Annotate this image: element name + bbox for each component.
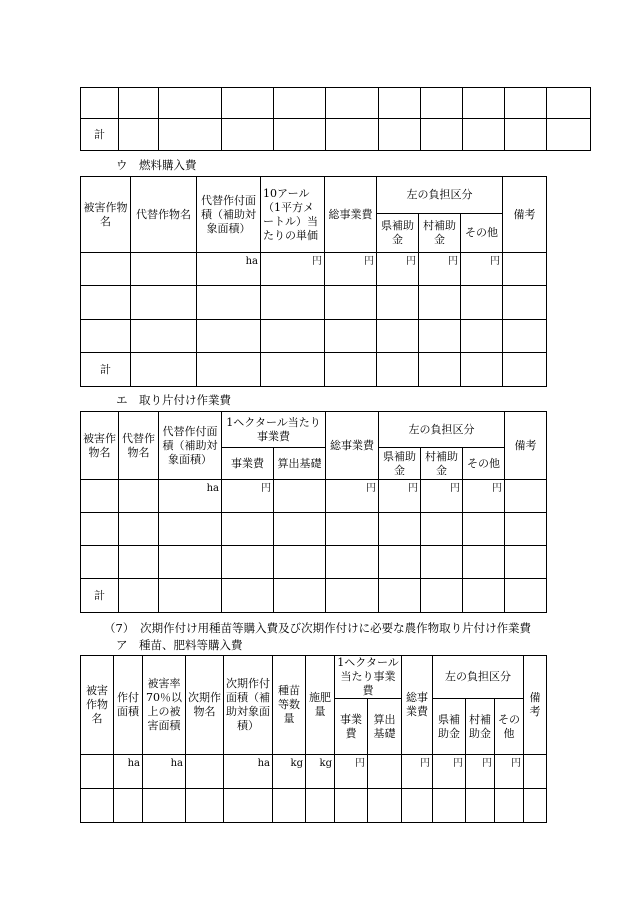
unit-ha: ha [143, 755, 186, 789]
fuel-cost-table [80, 176, 547, 387]
header-per-ha: 1ヘクタール当たり事業費 [335, 656, 402, 699]
prev-table [80, 87, 591, 151]
header-planted-area: 作付面積 [114, 656, 143, 755]
header-remarks: 備考 [503, 177, 547, 253]
unit-yen: 円 [325, 253, 377, 286]
total-row [81, 579, 547, 613]
header-other: その他 [495, 699, 524, 755]
header-village: 村補助金 [419, 214, 461, 253]
header-pref: 県補助金 [379, 448, 421, 480]
total-row [81, 119, 591, 151]
seed-fertilizer-table [80, 655, 547, 823]
section-7a-heading: ア 種苗、肥料等購入費 [116, 638, 243, 652]
table-row [81, 88, 591, 119]
table-row [81, 320, 547, 353]
unit-yen: 円 [379, 480, 421, 513]
unit-ha: ha [197, 253, 261, 286]
header-next-area: 次期作付面積（補助対象面積） [224, 656, 273, 755]
header-pref: 県補助金 [377, 214, 419, 253]
unit-yen: 円 [261, 253, 325, 286]
unit-yen: 円 [433, 755, 466, 789]
header-total-cost: 総事業費 [326, 412, 379, 480]
unit-yen: 円 [335, 755, 368, 789]
header-pref: 県補助金 [433, 699, 466, 755]
header-crop: 被害作物名 [81, 177, 131, 253]
unit-ha: ha [159, 480, 222, 513]
header-seed-qty: 種苗等数量 [273, 656, 306, 755]
header-alt-crop: 代替作物名 [119, 412, 159, 480]
header-project-cost: 事業費 [335, 699, 368, 755]
header-damage-area: 被害率70％以上の被害面積 [143, 656, 186, 755]
table-row [81, 286, 547, 320]
header-remarks: 備考 [524, 656, 547, 755]
unit-yen: 円 [463, 480, 505, 513]
unit-yen: 円 [402, 755, 433, 789]
header-basis: 算出基礎 [274, 448, 326, 480]
table-row [81, 755, 547, 789]
header-burden: 左の負担区分 [379, 412, 505, 448]
header-burden: 左の負担区分 [433, 656, 524, 699]
unit-yen: 円 [377, 253, 419, 286]
unit-kg: kg [306, 755, 335, 789]
unit-yen: 円 [466, 755, 495, 789]
header-alt-crop: 代替作物名 [131, 177, 197, 253]
unit-yen: 円 [326, 480, 379, 513]
table-row [81, 513, 547, 546]
header-remarks: 備考 [505, 412, 547, 480]
table-row [81, 546, 547, 579]
section-7-heading: （7） 次期作付け用種苗等購入費及び次期作付けに必要な農作物取り片付け作業費 [104, 621, 532, 635]
header-area: 代替作付面積（補助対象面積） [159, 412, 222, 480]
unit-yen: 円 [495, 755, 524, 789]
header-next-crop: 次期作物名 [186, 656, 224, 755]
header-crop: 被害作物名 [81, 412, 119, 480]
header-unit-price: 10アール（1平方メートル）当たりの単価 [261, 177, 325, 253]
unit-yen: 円 [419, 253, 461, 286]
section-e-heading: エ 取り片付け作業費 [116, 393, 231, 407]
total-label: 計 [81, 353, 131, 387]
table-row [81, 789, 547, 823]
unit-yen: 円 [461, 253, 503, 286]
unit-yen: 円 [421, 480, 463, 513]
header-area: 代替作付面積（補助対象面積） [197, 177, 261, 253]
total-row [81, 353, 547, 387]
header-project-cost: 事業費 [222, 448, 274, 480]
unit-kg: kg [273, 755, 306, 789]
header-total-cost: 総事業費 [325, 177, 377, 253]
header-row [81, 656, 547, 699]
total-label: 計 [81, 579, 119, 613]
header-other: その他 [461, 214, 503, 253]
unit-yen: 円 [222, 480, 274, 513]
header-village: 村補助金 [421, 448, 463, 480]
total-label: 計 [81, 119, 119, 151]
header-fertilizer: 施肥量 [306, 656, 335, 755]
header-crop: 被害作物名 [81, 656, 114, 755]
header-row [81, 412, 547, 448]
section-u-heading: ウ 燃料購入費 [116, 158, 197, 172]
cleanup-cost-table [80, 411, 547, 613]
header-per-ha: 1ヘクタール当たり事業費 [222, 412, 326, 448]
header-total-cost: 総事業費 [402, 656, 433, 755]
header-burden: 左の負担区分 [377, 177, 503, 214]
header-row [81, 177, 547, 214]
table-row [81, 480, 547, 513]
table-row [81, 253, 547, 286]
header-village: 村補助金 [466, 699, 495, 755]
unit-ha: ha [114, 755, 143, 789]
header-other: その他 [463, 448, 505, 480]
header-basis: 算出基礎 [368, 699, 402, 755]
unit-ha: ha [224, 755, 273, 789]
